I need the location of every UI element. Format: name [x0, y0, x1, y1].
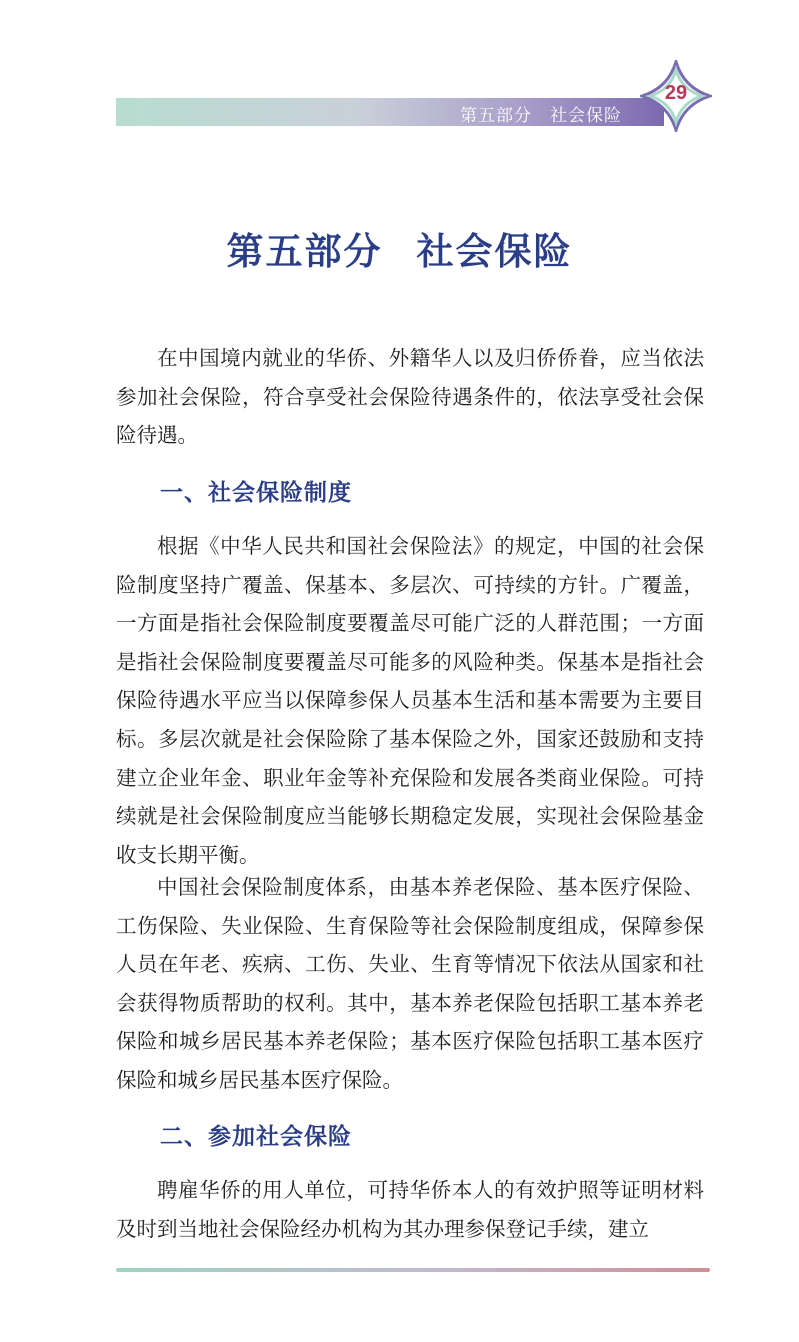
- system-paragraph-1: 根据《中华人民共和国社会保险法》的规定，中国的社会保险制度坚持广覆盖、保基本、多层次、可持续的方针。广覆盖，一方面是指社会保险制度要覆盖尽可能广泛的人群范围；一方面是指社会保险制度要覆盖尽可能多的风险种类。保基本是指社会保险待遇水平应当以保障参保人员基本生活和基本需要为主要目标。多层次就是社会保险除了基本保险之外，国家还鼓励和支持建立企业年金、职业年金等补充保险和发展各类商业保险。可持续就是社会保险制度应当能够长期稳定发展，实现社会保险基金收支长期平衡。: [116, 534, 704, 867]
- page-title-part: 第五部分: [226, 229, 383, 273]
- system-paragraph-2: 中国社会保险制度体系，由基本养老保险、基本医疗保险、工伤保险、失业保险、生育保险等社会保险制度组成，保障参保人员在年老、疾病、工伤、失业、生育等情况下依法从国家和社会获得物质帮助的权利。其中，基本养老保险包括职工基本养老保险和城乡居民基本养老保险；基本医疗保险包括职工基本医疗保险和城乡居民基本医疗保险。: [116, 875, 704, 1092]
- section-heading-system: 一、社会保险制度: [160, 480, 352, 506]
- running-header-bar: [116, 98, 664, 126]
- running-header-section: 社会保险: [550, 106, 622, 126]
- enrollment-paragraph-1: 聘雇华侨的用人单位，可持华侨本人的有效护照等证明材料及时到当地社会保险经办机构为其办理参保登记手续，建立: [116, 1178, 704, 1241]
- intro-paragraph: 在中国境内就业的华侨、外籍华人以及归侨侨眷，应当依法参加社会保险，符合享受社会保险待遇条件的，依法享受社会保险待遇。: [116, 346, 704, 448]
- page-title-name: 社会保险: [416, 229, 573, 273]
- footer-rule: [116, 1268, 710, 1272]
- page-title: [0, 221, 799, 275]
- running-header-part: 第五部分: [460, 106, 532, 126]
- section-heading-enrollment: 二、参加社会保险: [160, 1124, 352, 1150]
- page-number-badge: [640, 60, 712, 132]
- running-header-text: [460, 101, 622, 126]
- page-number: 29: [664, 82, 688, 104]
